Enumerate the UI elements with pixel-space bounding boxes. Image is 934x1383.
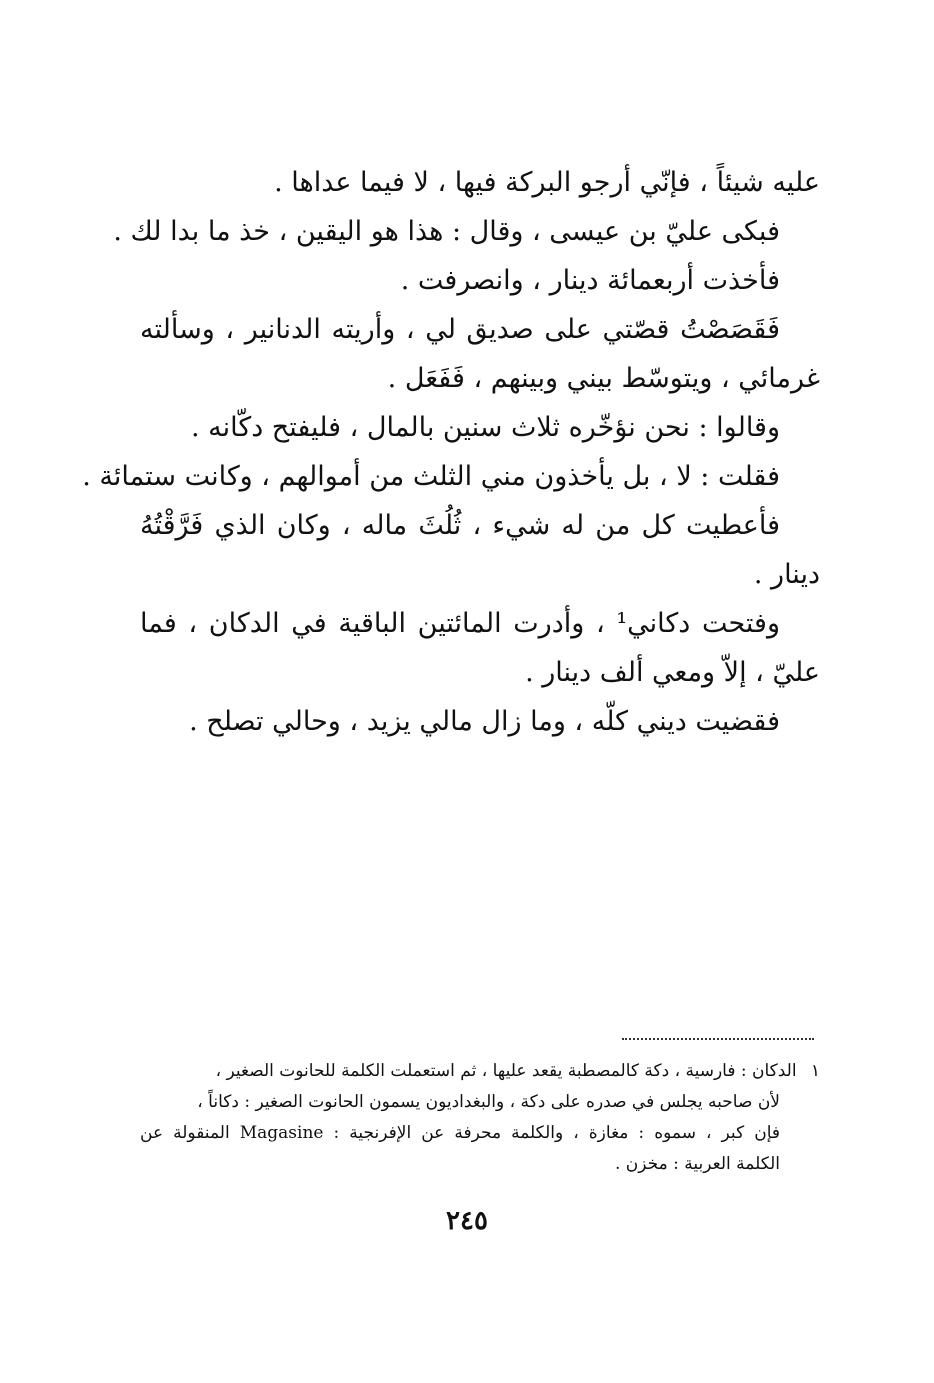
footnote-line-3: فإن كبر ، سموه : مغازة ، والكلمة محرفة عن الإفرنجية : Magasine المنقولة عن [140, 1123, 780, 1143]
body-line-12: فقضيت ديني كلّه ، وما زال مالي يزيد ، وحالي تصلح . [189, 706, 780, 737]
page-number: ٢٤٥ [446, 1206, 488, 1236]
body-line-10: وفتحت دكاني¹ ، وأدرت المائتين الباقية في الدكان ، فما [140, 608, 780, 639]
footnote-marker: ١ [810, 1061, 820, 1081]
footnote [140, 1056, 820, 1180]
body-line-8: فأعطيت كل من له شيء ، ثُلُثَ ماله ، وكان الذي فَرَّقْتُهُ [140, 510, 780, 541]
body-line-4: فَقَصَصْتُ قصّتي على صديق لي ، وأريته الدنانير ، وسألته [140, 314, 780, 345]
body-line-2: فبكى عليّ بن عيسى ، وقال : هذا هو اليقين ، خذ ما بدا لك . [113, 216, 780, 247]
body-line-3: فأخذت أربعمائة دينار ، وانصرفت . [400, 265, 780, 296]
footnote-divider [622, 1038, 814, 1040]
body-line-9: دينار . [753, 559, 820, 590]
body-text [82, 158, 820, 746]
body-line-5: غرمائي ، ويتوسّط بيني وبينهم ، فَفَعَل . [387, 363, 820, 394]
footnote-line-1 [140, 1056, 820, 1087]
body-line-11: عليّ ، إلاّ ومعي ألف دينار . [525, 657, 820, 688]
body-line-1: عليه شيئاً ، فإنّي أرجو البركة فيها ، لا فيما عداها . [274, 167, 820, 198]
body-line-6: وقالوا : نحن نؤخّره ثلاث سنين بالمال ، فليفتح دكّانه . [190, 412, 780, 443]
footnote-line-4: الكلمة العربية : مخزن . [614, 1154, 780, 1174]
body-line-7: فقلت : لا ، بل يأخذون مني الثلث من أموالهم ، وكانت ستمائة . [82, 461, 780, 492]
footnote-line-1-text: الدكان : فارسية ، دكة كالمصطبة يقعد عليها ، ثم استعملت الكلمة للحانوت الصغير ، [215, 1061, 797, 1081]
footnote-line-2: لأن صاحبه يجلس في صدره على دكة ، والبغداديون يسمون الحانوت الصغير : دكاناً ، [197, 1092, 780, 1112]
